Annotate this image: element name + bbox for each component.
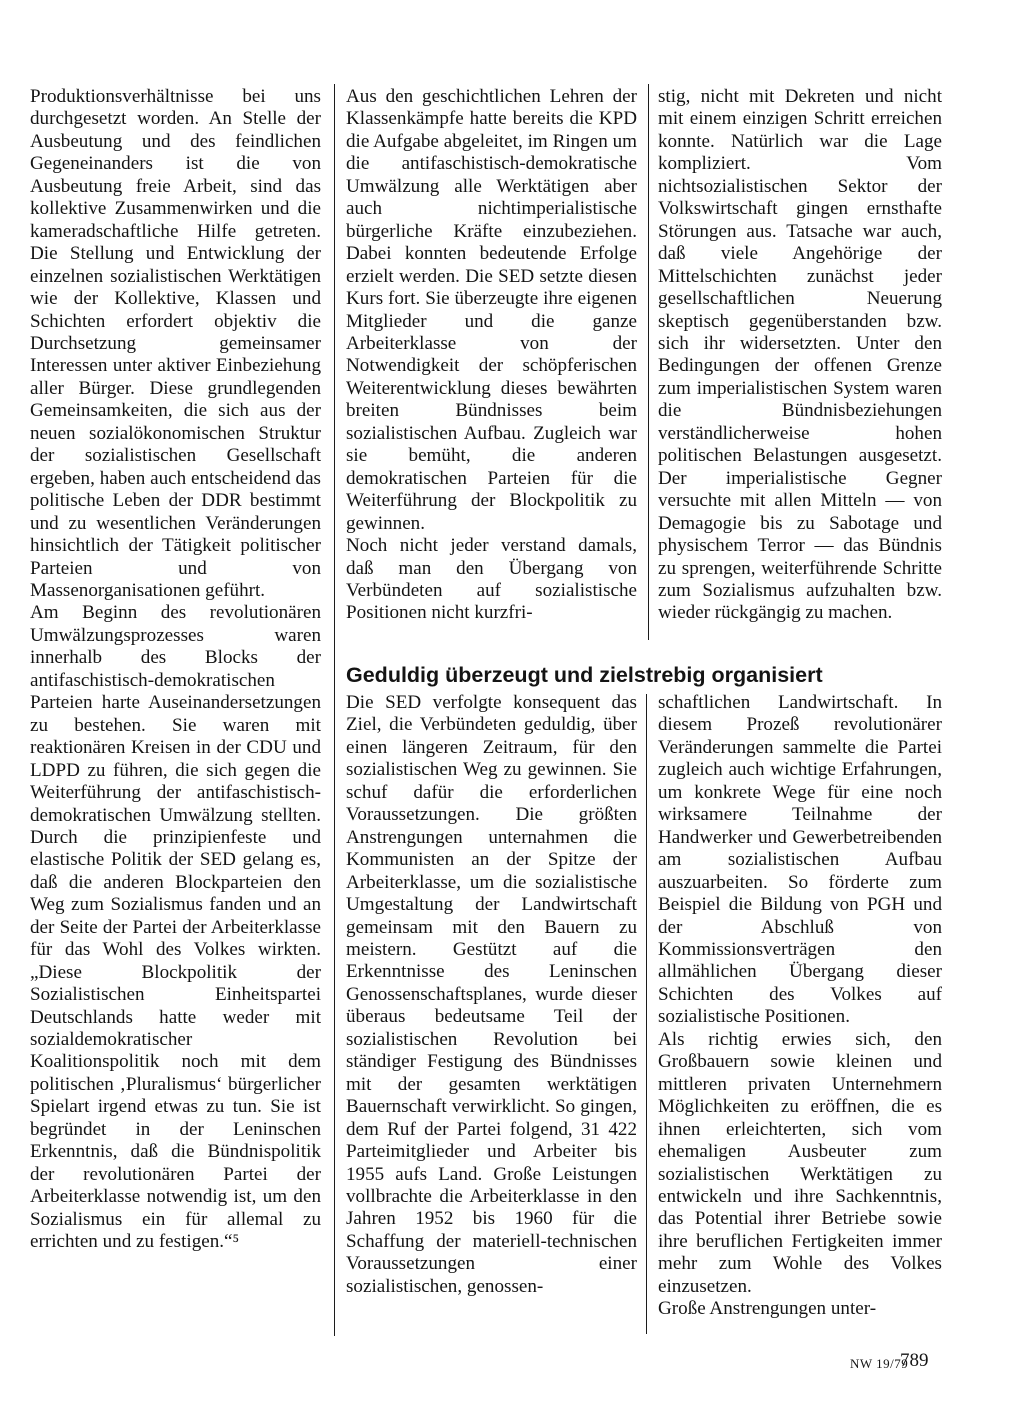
column-divider-right-upper: [648, 84, 649, 640]
paragraph: Große Anstrengungen unter-: [658, 1298, 877, 1320]
column-divider-right-lower: [646, 694, 647, 1334]
paragraph: Aus den geschichtlichen Lehren der Klassenkämpfe hatte bereits die KPD die Aufgabe abgeleitet, im Ringen um die antifaschistisch-demokratische Umwälzung alle Werktätigen aber auch nichtimperialistische bürgerliche Kräfte einzubeziehen. Dabei konnten bedeutende Erfolge erzielt werden. Die SED setzte diesen Kurs fort. Sie überzeugte ihre eigenen Mitglieder und die ganze Arbeiterklasse von der Notwendigkeit der schöpferischen Weiterentwicklung dieses bewährten breiten Bündnisses beim sozialistischen Aufbau. Zugleich war sie bemüht, die anderen demokratischen Parteien für die Weiterführung der Blockpolitik zu gewinnen.: [346, 86, 637, 534]
column-1: [30, 86, 321, 1254]
journal-issue: NW 19/79: [850, 1356, 909, 1371]
paragraph: Die SED verfolgte konsequent das Ziel, die Verbündeten geduldig, über einen längeren Zeitraum, für den sozialistischen Weg zu gewinnen. Sie schuf dafür die erforderlichen Voraussetzungen. Die größten Anstrengungen unternahmen die Kommunisten an der Spitze der Arbeiterklasse, um die sozialistische Umgestaltung der Landwirtschaft gemeinsam mit den Bauern zu meistern. Gestützt auf die Erkenntnisse des Leninschen Genossenschaftsplanes, wurde dieser überaus bedeutsame Teil der sozialistischen Revolution bei ständiger Festigung des Bündnisses mit der gesamten werktätigen Bauernschaft verwirklicht. So gingen, dem Ruf der Partei folgend, 31 422 Parteimitglieder und Arbeiter bis 1955 aufs Land. Große Leistungen vollbrachte die Arbeiterklasse in den Jahren 1952 bis 1960 für die Schaffung der materiell-technischen Voraussetzungen einer sozialistischen, genossen-: [346, 692, 637, 1297]
paragraph: Als richtig erwies sich, den Großbauern sowie kleinen und mittleren privaten Unternehmern Möglichkeiten zu eröffnen, die es ihnen erleichterten, sich vom ehemaligen Ausbeuter zum sozialistischen Werktätigen zu entwickeln und ihre Sachkenntnis, das Potential ihrer Betriebe sowie ihre beruflichen Fertigkeiten immer mehr zum Wohle des Volkes einzusetzen.: [658, 1028, 942, 1297]
column-5: [658, 692, 942, 1321]
column-3: [658, 86, 942, 625]
paragraph: stig, nicht mit Dekreten und nicht mit einem einzigen Schritt erreichen konnte. Natürlich war die Lage kompliziert. Vom nichtsozialistischen Sektor der Volkswirtschaft gingen ernsthafte Störungen aus. Tatsache war auch, daß viele Angehörige der Mittelschichten zunächst jeder gesellschaftlichen Neuerung skeptisch gegenüberstanden bzw. sich ihr widersetzten. Unter den Bedingungen der offenen Grenze zum imperialistischen System waren die Bündnisbeziehungen verständlicherweise hohen politischen Belastungen ausgesetzt. Der imperialistische Gegner versuchte mit allen Mitteln — von Demagogie bis zu Sabotage und physischem Terror — das Bündnis zu sprengen, weiterführende Schritte zum Sozialismus aufzuhalten bzw. wieder rückgängig zu machen.: [658, 86, 942, 624]
section-heading: Geduldig überzeugt und zielstrebig organisiert: [346, 663, 823, 687]
page-number: 789: [900, 1350, 929, 1371]
column-2: [346, 86, 637, 625]
paragraph: Am Beginn des revolutionären Umwälzungsprozesses waren innerhalb des Blocks der antifaschistisch-demokratischen Parteien harte Auseinandersetzungen zu bestehen. Sie waren mit reaktionären Kreisen in der CDU und LDPD zu führen, die sich gegen die Weiterführung der antifaschistisch-demokratischen Umwälzung stellten. Durch die prinzipienfeste und elastische Politik der SED gelang es, daß die anderen Blockparteien den Weg zum Sozialismus fanden und an der Seite der Partei der Arbeiterklasse für das Wohl des Volkes wirkten. „Diese Blockpolitik der Sozialistischen Einheitspartei Deutschlands hatte weder mit sozialdemokratischer Koalitionspolitik noch mit dem politischen ‚Pluralismus‘ bürgerlicher Spielart irgend etwas zu tun. Sie ist begründet in der Leninschen Erkenntnis, daß die Bündnispolitik der revolutionären Partei der Arbeiterklasse notwendig ist, um den Sozialismus ein für allemal zu errichten und zu festigen.“⁵: [30, 602, 321, 1253]
paragraph: schaftlichen Landwirtschaft. In diesem Prozeß revolutionärer Veränderungen sammelte die Partei zugleich auch wichtige Erfahrungen, um konkrete Wege für eine noch wirksamere Teilnahme der Handwerker und Gewerbetreibenden am sozialistischen Aufbau auszuarbeiten. So förderte zum Beispiel die Bildung von PGH und der Abschluß von Kommissionsverträgen den allmählichen Übergang dieser Schichten des Volkes auf sozialistische Positionen.: [658, 692, 942, 1028]
column-divider-left: [334, 84, 335, 1336]
column-4: [346, 692, 637, 1298]
paragraph: Noch nicht jeder verstand damals, daß man den Übergang von Verbündeten auf sozialistische Positionen nicht kurzfri-: [346, 535, 637, 624]
paragraph: Produktionsverhältnisse bei uns durchgesetzt worden. An Stelle der Ausbeutung und des feindlichen Gegeneinanders ist die von Ausbeutung freie Arbeit, sind das kollektive Zusammenwirken und die kameradschaftliche Hilfe getreten. Die Stellung und Entwicklung der einzelnen sozialistischen Werktätigen wie der Kollektive, Klassen und Schichten erfordert objektiv die Durchsetzung gemeinsamer Interessen unter aktiver Einbeziehung aller Bürger. Diese grundlegenden Gemeinsamkeiten, die sich aus der neuen sozialökonomischen Struktur der sozialistischen Gesellschaft ergeben, haben auch entscheidend das politische Leben der DDR bestimmt und zu wesentlichen Veränderungen hinsichtlich der Tätigkeit politischer Parteien und von Massenorganisationen geführt.: [30, 86, 321, 601]
